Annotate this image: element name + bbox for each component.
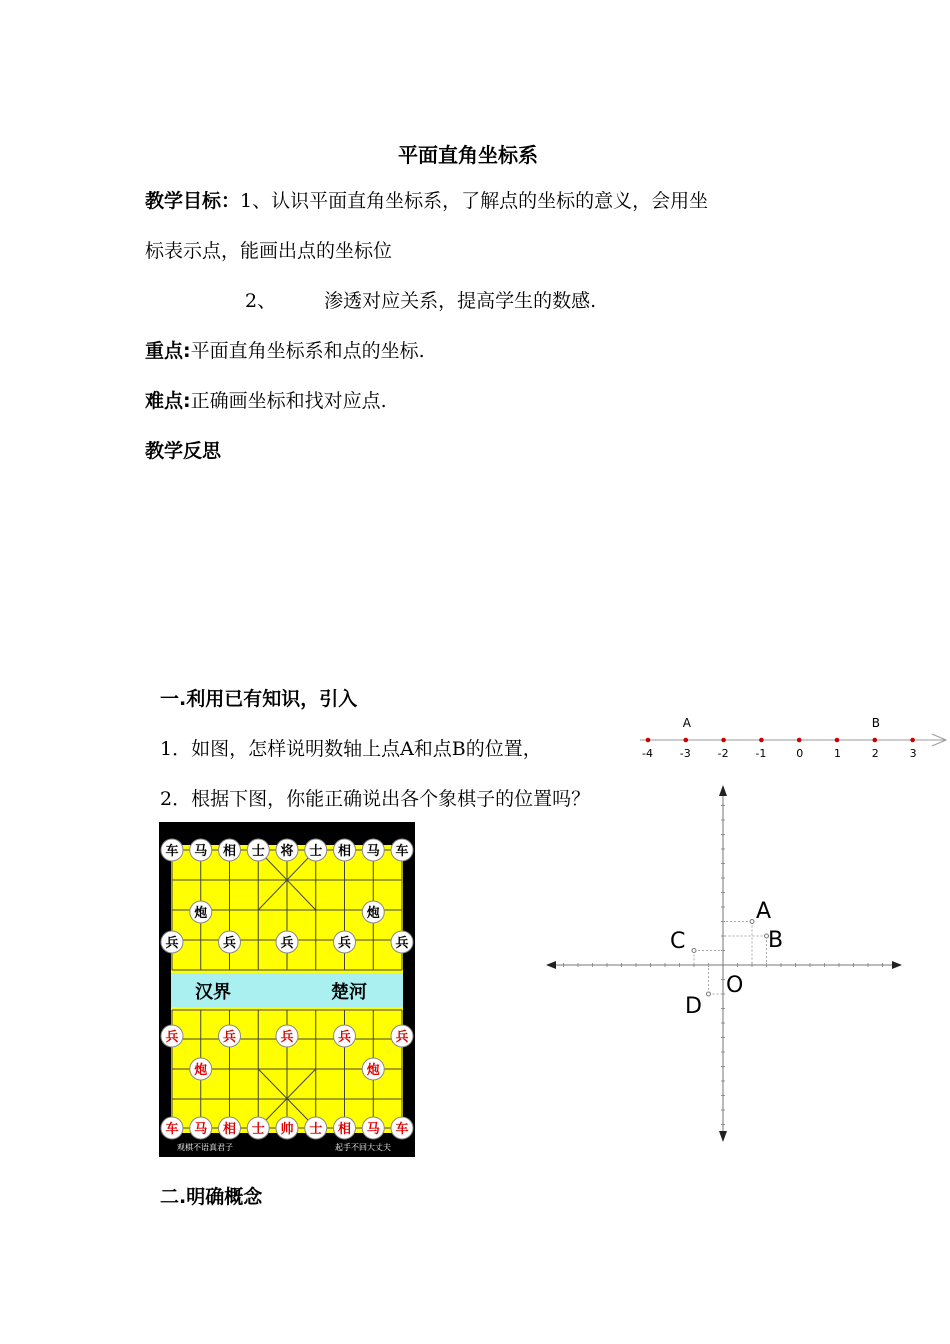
chess-piece-label: 兵: [395, 936, 409, 951]
number-line-tick-label: -4: [642, 747, 653, 760]
chess-piece-label: 兵: [280, 1030, 294, 1045]
number-line-tick-label: -2: [717, 747, 729, 760]
number-line-tick-label: -1: [755, 747, 767, 760]
goal-2-number: 2、: [245, 290, 277, 312]
chess-piece-label: 将: [280, 844, 294, 859]
plane-point: [707, 992, 711, 996]
caption-right: 起手不回大丈夫: [335, 1143, 391, 1152]
chess-piece-label: 炮: [366, 1063, 380, 1078]
number-line-tick-label: -3: [679, 747, 691, 760]
point-a-label: A: [756, 899, 772, 924]
y-axis-arrow-down: [719, 1131, 727, 1142]
point-b-label: B: [768, 928, 784, 953]
caption-left: 观棋不语真君子: [177, 1143, 233, 1152]
chess-piece-label: 兵: [280, 936, 294, 951]
chess-piece-label: 相: [337, 844, 352, 859]
chess-piece-label: 马: [366, 1122, 380, 1137]
chess-piece-label: 士: [251, 844, 265, 859]
number-line-dot: [873, 738, 878, 743]
plane-point: [750, 920, 754, 924]
chess-piece-label: 兵: [337, 936, 352, 951]
chess-piece-label: 炮: [194, 906, 208, 921]
chess-piece-label: 炮: [366, 906, 380, 921]
number-line-dot: [684, 738, 689, 743]
goal-1a-text: 1、认识平面直角坐标系，了解点的坐标的意义，会用坐: [240, 190, 709, 212]
section-2-title: 二.明确概念: [160, 1186, 263, 1208]
river-right-label: 楚河: [331, 982, 367, 1003]
question-2: 2．根据下图，你能正确说出各个象棋子的位置吗？: [160, 788, 591, 810]
number-line-tick-label: 0: [796, 747, 804, 760]
goal-line-1b: 标表示点，能画出点的坐标位: [145, 240, 393, 262]
number-line-dot: [910, 738, 915, 743]
key-point-text: 平面直角坐标系和点的坐标.: [190, 340, 425, 362]
number-line-tick-label: 2: [871, 747, 879, 760]
chess-piece-label: 车: [165, 844, 179, 859]
point-d-label: D: [685, 994, 702, 1019]
goal-2-text: 渗透对应关系，提高学生的数感.: [324, 290, 597, 312]
coordinate-plane-figure: [540, 780, 910, 1150]
key-point-label: 重点:: [145, 340, 191, 362]
chess-piece-label: 士: [309, 1122, 323, 1137]
difficulty-line: [145, 389, 387, 413]
origin-label: O: [726, 973, 744, 998]
chess-piece-label: 车: [395, 844, 409, 859]
x-axis-arrow-left: [546, 961, 556, 969]
number-line-point-label: B: [871, 716, 881, 730]
number-line-figure: [630, 710, 950, 765]
page-title: 平面直角坐标系: [398, 143, 538, 167]
chess-piece-label: 马: [194, 1122, 208, 1137]
chess-piece-label: 兵: [222, 1030, 237, 1045]
chess-piece-label: 马: [194, 844, 208, 859]
chess-piece-label: 帅: [280, 1122, 294, 1137]
chess-piece-label: 兵: [222, 936, 237, 951]
chess-piece-label: 兵: [337, 1030, 352, 1045]
chess-piece-label: 相: [222, 844, 237, 859]
number-line-point-label: A: [682, 716, 692, 730]
number-line-dot: [835, 738, 840, 743]
number-line-dot: [797, 738, 802, 743]
river-left-label: 汉界: [195, 982, 231, 1003]
goal-label: 教学目标：: [145, 190, 241, 212]
difficulty-label: 难点:: [145, 390, 191, 412]
goal-line-1: [145, 189, 708, 213]
goal-line-2: [245, 289, 596, 313]
point-c-label: C: [670, 929, 686, 954]
plane-point: [692, 949, 696, 953]
chess-piece-label: 相: [222, 1122, 237, 1137]
chess-piece-label: 士: [251, 1122, 265, 1137]
key-point-line: [145, 339, 425, 363]
number-line-tick-label: 3: [909, 747, 917, 760]
number-line-dot: [721, 738, 726, 743]
chess-piece-label: 兵: [165, 1030, 179, 1045]
number-line-dot: [646, 738, 651, 743]
x-axis-arrow-right: [892, 961, 902, 969]
chess-piece-label: 士: [309, 844, 323, 859]
y-axis-arrow-up: [719, 785, 727, 796]
difficulty-text: 正确画坐标和找对应点.: [190, 390, 387, 412]
chess-board-figure: [159, 822, 415, 1157]
chess-piece-label: 车: [395, 1122, 409, 1137]
chess-piece-label: 兵: [395, 1030, 409, 1045]
number-line-tick-label: 1: [834, 747, 841, 760]
chess-piece-label: 相: [337, 1122, 352, 1137]
number-line-dot: [759, 738, 764, 743]
reflection-heading: 教学反思: [145, 440, 222, 462]
chess-piece-label: 车: [165, 1122, 179, 1137]
chess-piece-label: 兵: [165, 936, 179, 951]
chess-piece-label: 炮: [194, 1063, 208, 1078]
question-1: 1．如图，怎样说明数轴上点A和点B的位置，: [160, 738, 542, 760]
chess-piece-label: 马: [366, 844, 380, 859]
section-1-title: 一.利用已有知识，引入: [160, 688, 358, 710]
